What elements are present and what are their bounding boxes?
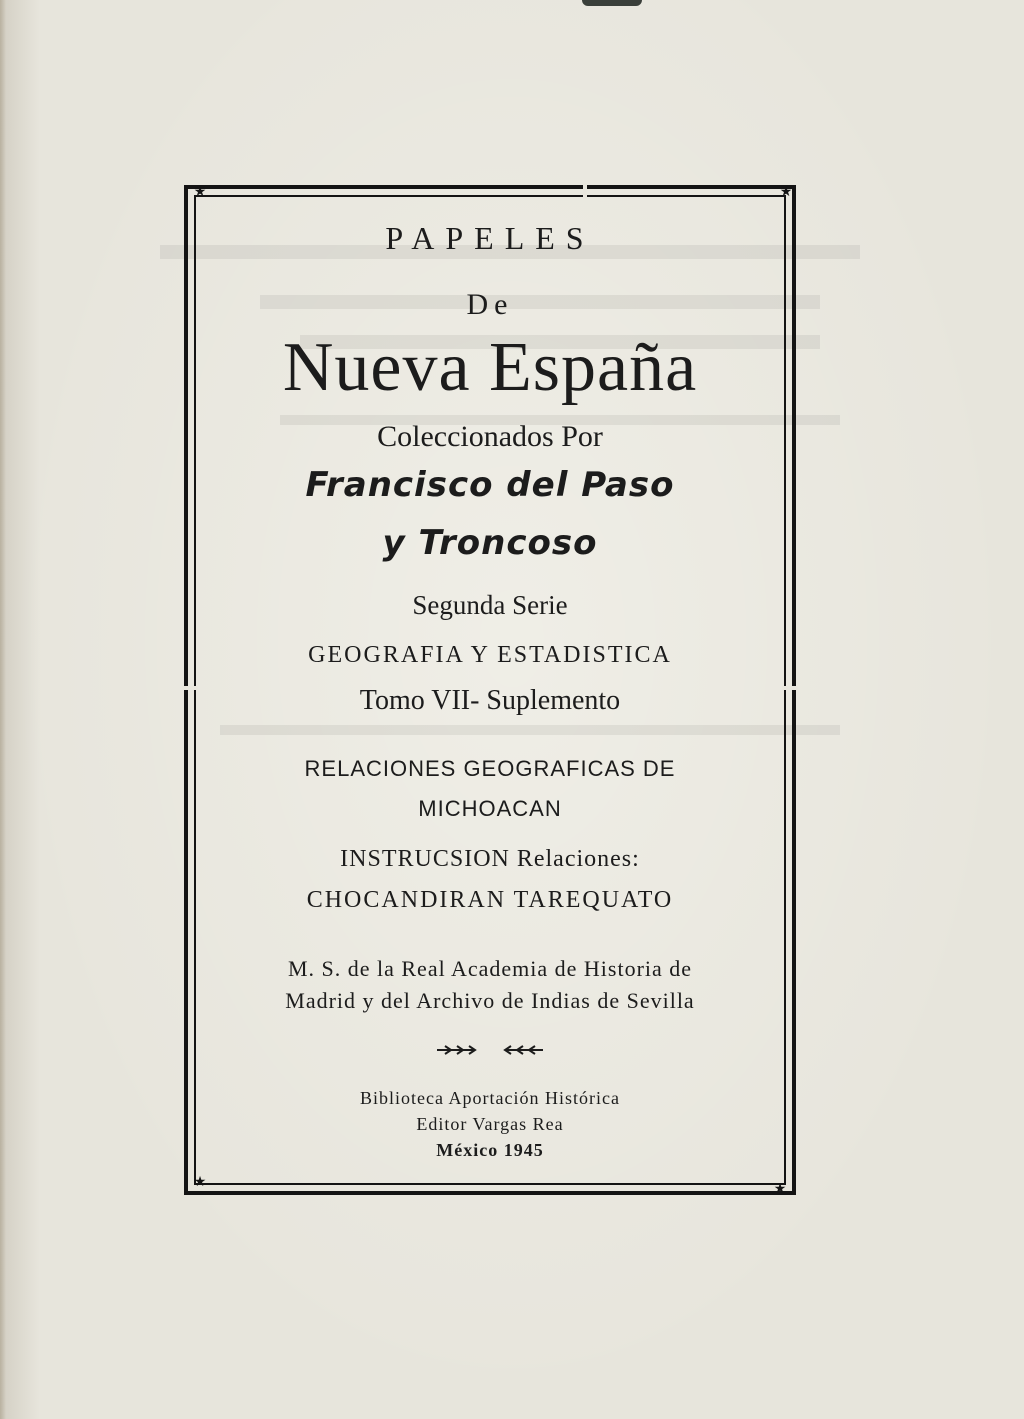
source-line: M. S. de la Real Academia de Historia de xyxy=(287,956,693,981)
ink-blot xyxy=(582,0,642,6)
source-line-cont: Madrid y del Archivo de Indias de Sevilla xyxy=(285,988,695,1013)
volume-label: Tomo VII- Suplemento xyxy=(359,685,621,716)
border-break xyxy=(782,686,798,690)
main-title: Nueva España xyxy=(282,329,698,406)
star-icon: ★ xyxy=(779,184,793,200)
star-icon: ★ xyxy=(193,184,207,200)
relaciones-heading: RELACIONES GEOGRAFICAS DE xyxy=(304,756,676,781)
star-icon: ★ xyxy=(773,1181,787,1197)
page-edge xyxy=(0,0,6,1419)
scroll-ornament-icon xyxy=(200,1042,780,1062)
border-break xyxy=(583,183,587,199)
border-break xyxy=(182,686,198,690)
series-label: Segunda Serie xyxy=(412,590,568,620)
author-name: Francisco del Paso xyxy=(305,465,675,505)
title-connector: De xyxy=(466,288,514,321)
author-name-cont: y Troncoso xyxy=(382,523,598,563)
collected-by: Coleccionados Por xyxy=(377,420,603,453)
publisher-series: Biblioteca Aportación Histórica xyxy=(360,1088,620,1108)
star-icon: ★ xyxy=(193,1174,207,1190)
publication-place-year: México 1945 xyxy=(436,1140,544,1160)
publisher-name: Editor Vargas Rea xyxy=(416,1114,564,1134)
relaciones-region: MICHOACAN xyxy=(418,796,562,821)
subject-label: GEOGRAFIA Y ESTADISTICA xyxy=(308,642,672,668)
instruction-line: INSTRUCSION Relaciones: xyxy=(340,846,640,872)
places-line: CHOCANDIRAN TAREQUATO xyxy=(306,887,674,913)
series-word: PAPELES xyxy=(385,220,595,256)
